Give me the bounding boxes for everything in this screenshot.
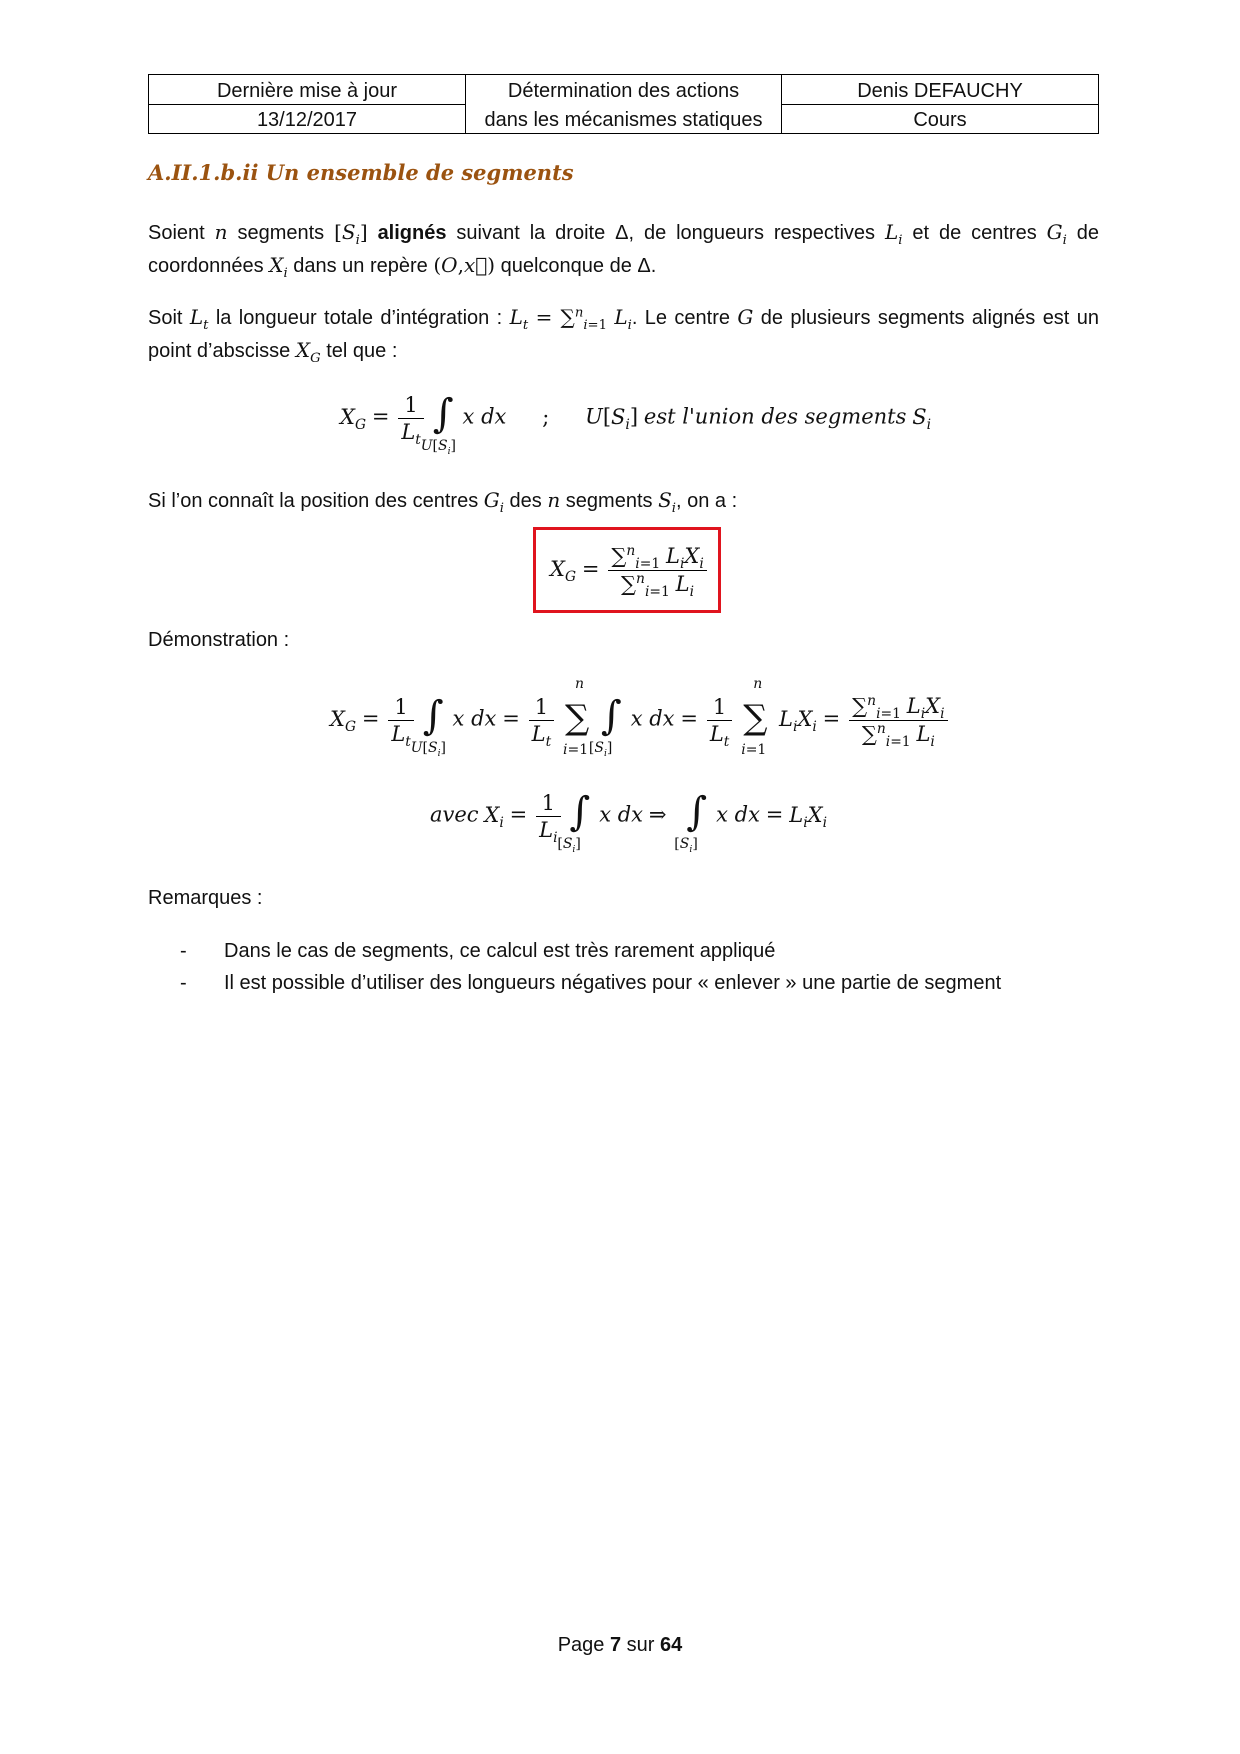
subject-line-2: dans les mécanismes statiques: [484, 109, 763, 131]
update-date: 13/12/2017: [256, 109, 358, 131]
paragraph-known-centers: Si l’on connaît la position des centres $G_i$ des n segments $S_i$, on a :: [148, 488, 738, 516]
page-footer: Page 7 sur 64: [557, 1634, 683, 1656]
total-pages: 64: [660, 1634, 683, 1656]
header-col-author: [782, 75, 1098, 133]
page-number: 7: [609, 1634, 622, 1656]
last-update-label: Dernière mise à jour: [216, 80, 398, 102]
paragraph-definition: Soient n segments $[S_i]$ alignés suivant la droite Δ, de longueurs respectives $L_i$ et de centres $G_i$ de coordonnées $X_i$ dans un repère (O,x⃗) quelconque de Δ.: [148, 220, 1100, 281]
header-table: [148, 74, 1099, 134]
highlighted-formula-box: [533, 527, 721, 613]
boxed-formula: $X_G$ = $\frac{\sum^n_{i=1} L_iX_i}{\sum^n_{i=1} L_i}$: [550, 543, 710, 598]
paragraph-total-length: Soit $L_t$ la longueur totale d’intégration : $L_t = \sum^n_{i=1}$ $L_i$. Le centre G de plusieurs segments alignés est un point d’abscisse $X_G$ tel que :: [148, 305, 1099, 366]
union-text: est l'union des segments: [643, 404, 907, 429]
author-name: Denis DEFAUCHY: [857, 80, 1023, 102]
equation-demonstration: $X_G$ = $\frac{1}{L_t}$ ∫ $U[S_i]$ x dx = $\frac{1}{L_t}$ n ∑ i=1 ∫ $[S_i]$ x dx = $\frac{1}{L_t}$ n ∑ i=1 $L_iX_i$ = $\frac{\sum^n_{i=1} L_iX_i}{\sum^n_{i=1} L_i}$: [330, 690, 951, 750]
remarks-label: Remarques :: [148, 887, 263, 909]
subject-line-1: Détermination des actions: [507, 80, 740, 102]
document-type: Cours: [913, 109, 967, 131]
avec-label: avec: [430, 802, 479, 827]
section-title: A.II.1.b.ii Un ensemble de segments: [148, 160, 574, 185]
bold-aligned: alignés: [377, 222, 447, 244]
equation-avec: avec $X_i$ = $\frac{1}{L_i}$ ∫ $[S_i]$ x dx ⇒ ∫ $[S_i]$ x dx = $L_iX_i$: [430, 789, 828, 855]
header-col-subject: [466, 75, 782, 133]
equation-centroid-integral: $X_G$ = $\frac{1}{L_t}$ ∫ $U[S_i]$ x dx ; $U[S_i]$ est l'union des segments $S_i$: [340, 391, 932, 457]
demonstration-label: Démonstration :: [148, 629, 290, 651]
header-col-update: [149, 75, 466, 133]
